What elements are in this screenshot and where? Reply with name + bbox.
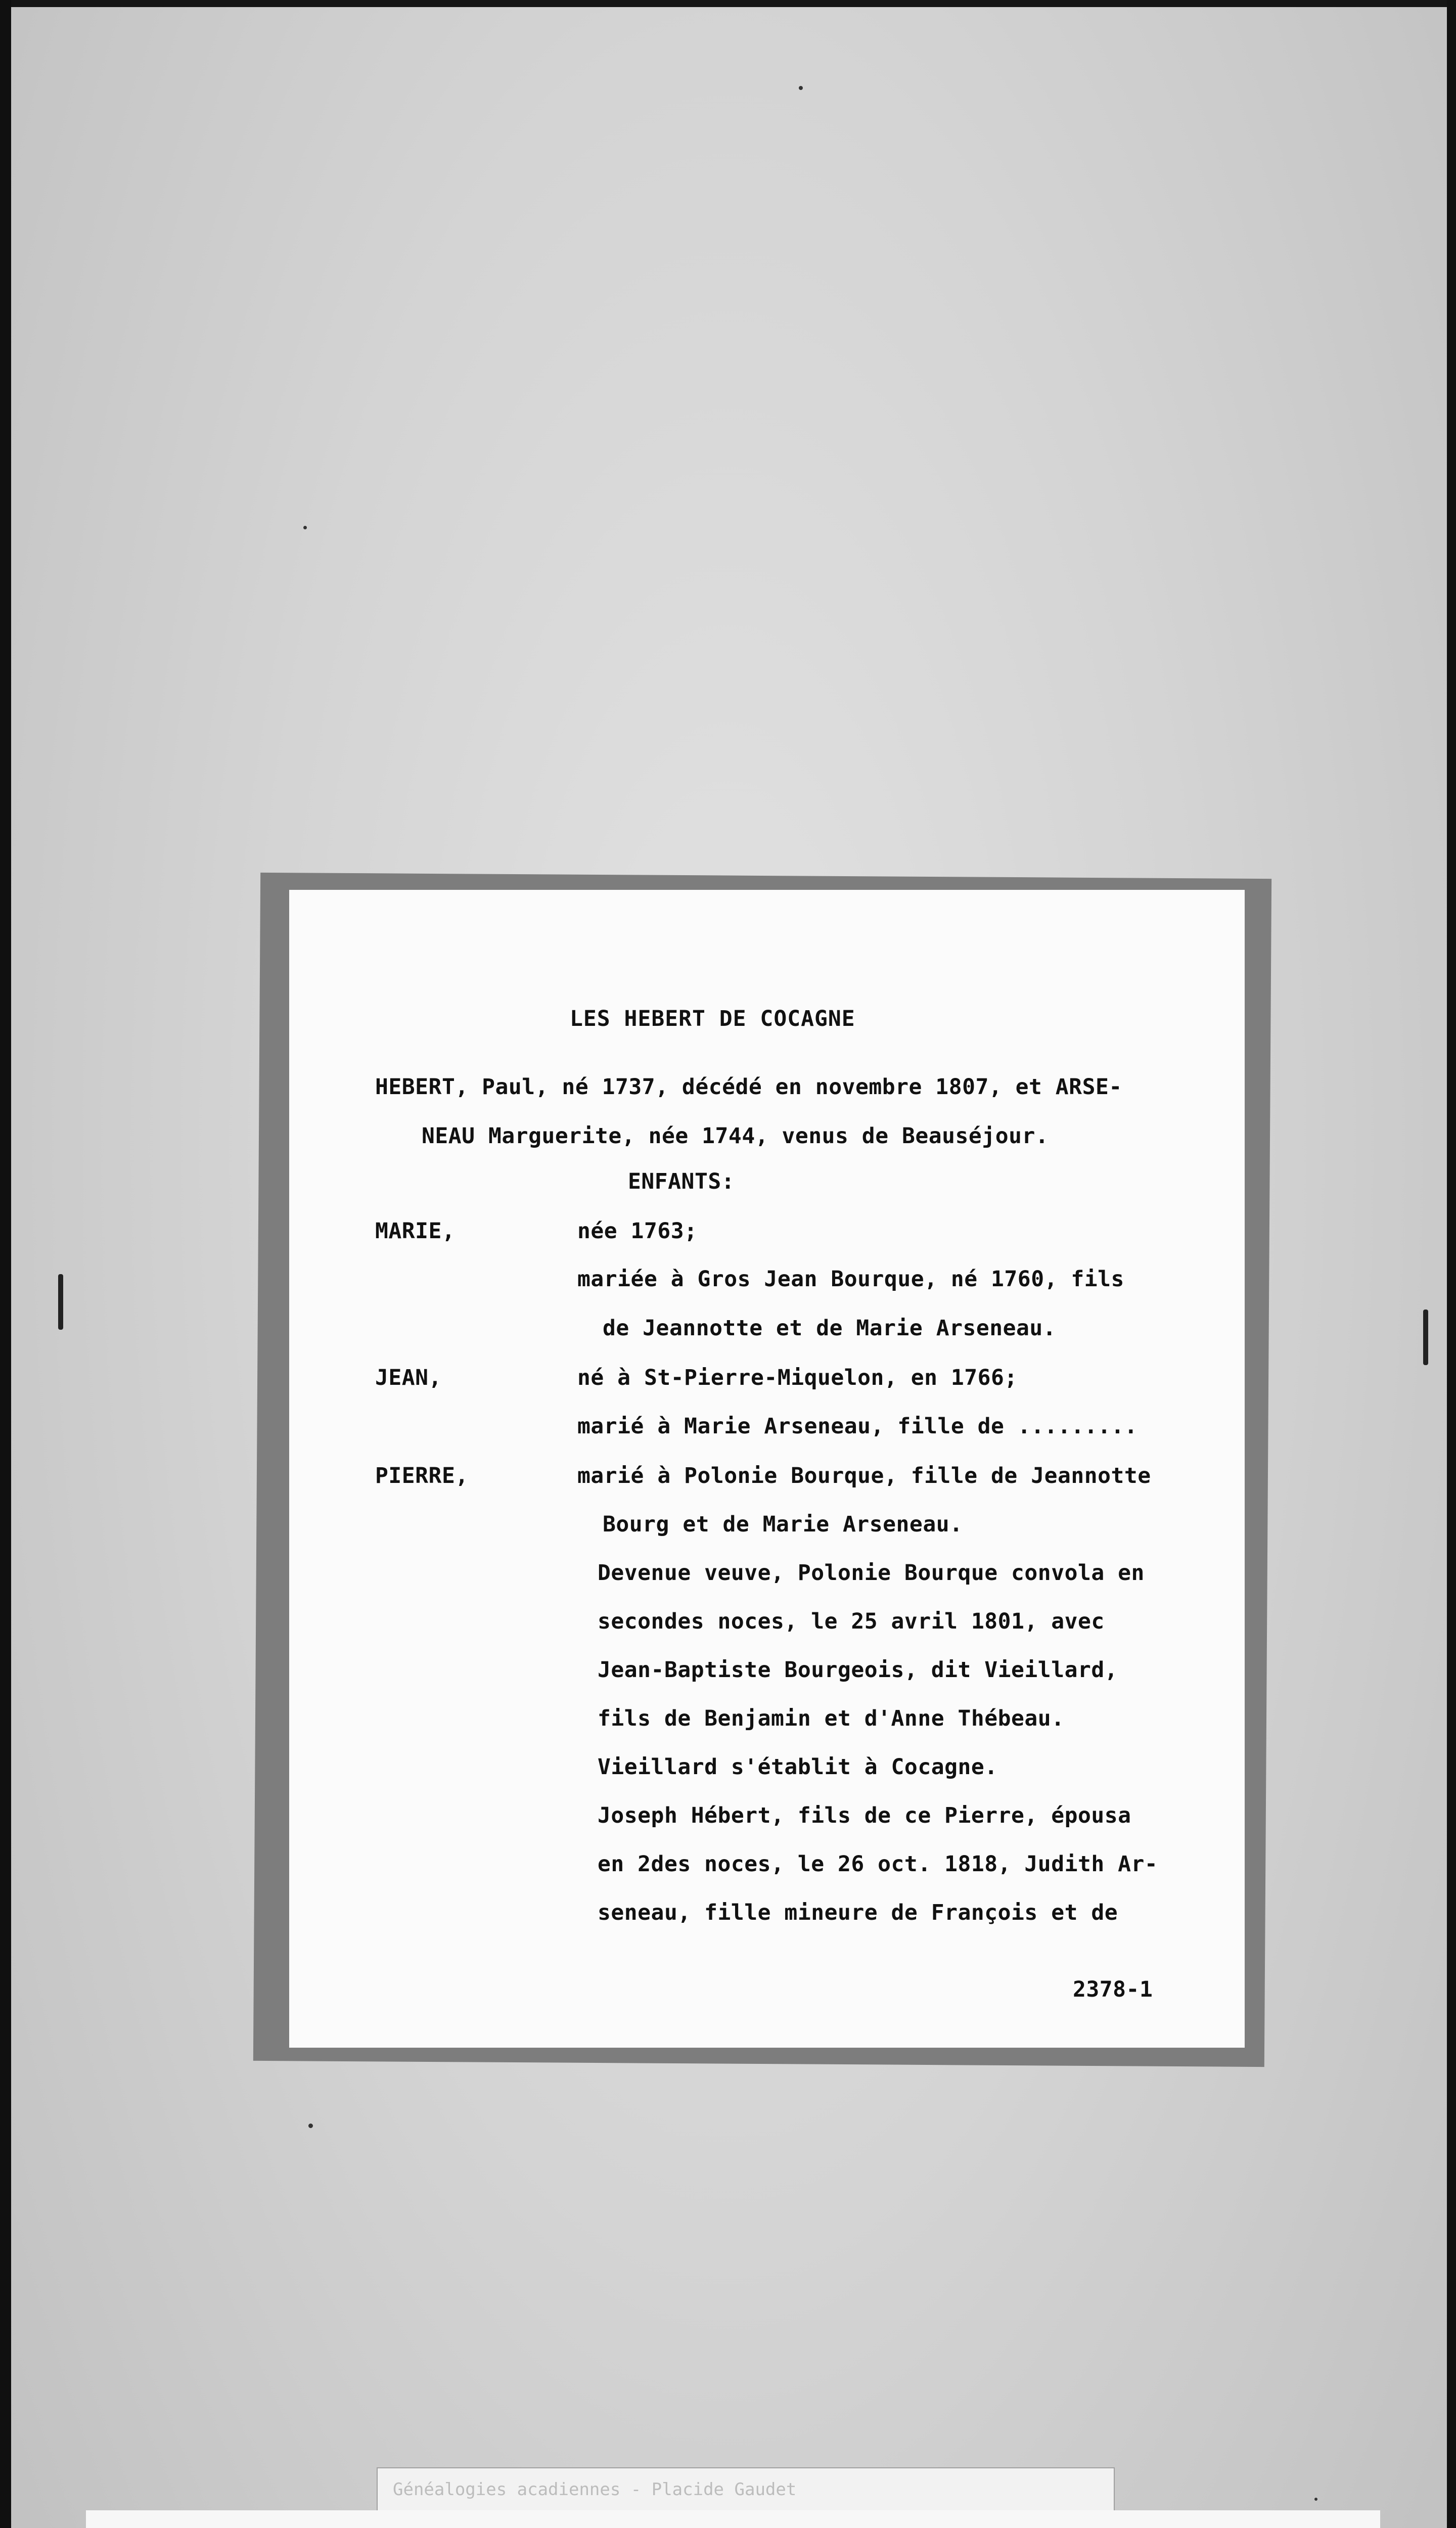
child-detail-line: Bourg et de Marie Arseneau. xyxy=(603,1512,963,1537)
archives-footer xyxy=(86,2510,1380,2528)
genealogy-index-card xyxy=(289,890,1245,2048)
card-number: 2378-1 xyxy=(1073,1977,1153,2002)
film-speck xyxy=(799,86,803,90)
child-detail-line: né à St-Pierre-Miquelon, en 1766; xyxy=(577,1365,1018,1390)
child-name: JEAN, xyxy=(375,1365,442,1390)
film-speck xyxy=(303,526,307,529)
child-detail-line: Devenue veuve, Polonie Bourque convola en xyxy=(598,1560,1145,1586)
film-edge-right xyxy=(1447,0,1456,2528)
film-speck xyxy=(1314,2498,1317,2501)
child-detail-line: seneau, fille mineure de François et de xyxy=(598,1900,1118,1925)
film-edge-top xyxy=(0,0,1456,7)
child-detail-line: de Jeannotte et de Marie Arseneau. xyxy=(603,1316,1057,1341)
child-detail-line: née 1763; xyxy=(577,1218,698,1244)
child-detail-line: secondes noces, le 25 avril 1801, avec xyxy=(598,1609,1105,1634)
child-detail-line: Jean-Baptiste Bourgeois, dit Vieillard, xyxy=(598,1657,1118,1683)
film-speck xyxy=(1423,1310,1428,1365)
film-speck xyxy=(308,2124,313,2128)
child-detail-line: marié à Polonie Bourque, fille de Jeannotte xyxy=(577,1463,1151,1488)
film-speck xyxy=(58,1274,63,1330)
child-detail-line: Vieillard s'établit à Cocagne. xyxy=(598,1754,998,1780)
card-header-line: HEBERT, Paul, né 1737, décédé en novembre 1807, et ARSE- xyxy=(375,1074,1122,1100)
card-header-line: NEAU Marguerite, née 1744, venus de Beauséjour. xyxy=(422,1123,1049,1149)
child-detail-line: marié à Marie Arseneau, fille de ......... xyxy=(577,1414,1138,1439)
collection-label-line: Généalogies acadiennes - Placide Gaudet xyxy=(393,2479,797,2500)
child-detail-line: en 2des noces, le 26 oct. 1818, Judith Ar- xyxy=(598,1852,1158,1877)
child-name: MARIE, xyxy=(375,1218,456,1244)
card-title: LES HEBERT DE COCAGNE xyxy=(570,1006,855,1031)
child-detail-line: fils de Benjamin et d'Anne Thébeau. xyxy=(598,1706,1065,1731)
enfants-label: ENFANTS: xyxy=(628,1169,735,1194)
child-detail-line: mariée à Gros Jean Bourque, né 1760, fils xyxy=(577,1267,1124,1292)
child-detail-line: Joseph Hébert, fils de ce Pierre, épousa xyxy=(598,1803,1131,1828)
film-edge-left xyxy=(0,0,11,2528)
child-name: PIERRE, xyxy=(375,1463,469,1488)
